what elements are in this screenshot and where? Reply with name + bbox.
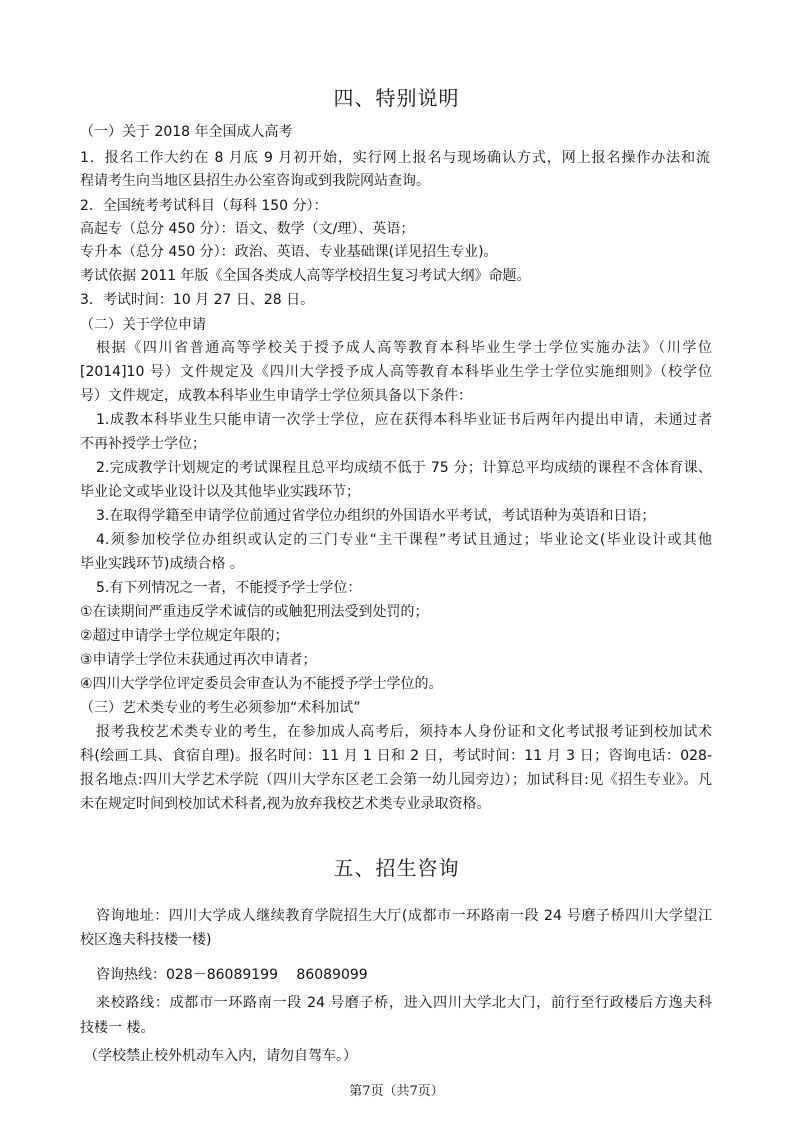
s4-line-25: （三）艺术类专业的考生必须参加“术科加试” xyxy=(80,700,361,716)
s4-line-7: 考试依据 2011 年版《全国各类成人高等学校招生复习考试大纲》命题。 xyxy=(80,268,531,284)
s4-line-6: 专升本（总分 450 分）：政治、英语、专业基础课(详见招生专业)。 xyxy=(80,244,498,260)
s4-line-14: 不再补授学士学位； xyxy=(80,436,206,452)
s4-line-4: 2．全国统考考试科目（每科 150 分）： xyxy=(80,198,328,214)
s4-line-13: 1.成教本科毕业生只能申请一次学士学位，应在获得本科毕业证书后两年内提出申请，未通过者 xyxy=(96,412,712,428)
s4-line-11: [2014]10 号）文件规定及《四川大学授予成人高等教育本科毕业生学士学位实施细则》（校学位 xyxy=(80,364,712,380)
s4-line-1: （一）关于 2018 年全国成人高考 xyxy=(80,124,293,140)
s4-line-16: 毕业论文或毕业设计以及其他毕业实践环节； xyxy=(80,484,360,500)
s4-line-9: （二）关于学位申请 xyxy=(80,317,206,333)
s4-line-12: 号）文件规定，成教本科毕业生申请学士学位须具备以下条件： xyxy=(80,388,472,404)
s5-line-2: 校区逸夫科技楼一楼) xyxy=(80,932,212,948)
s4-line-22: ②超过申请学士学位规定年限的； xyxy=(80,628,289,644)
s4-line-8: 3．考试时间：10 月 27 日、28 日。 xyxy=(80,292,315,308)
s4-line-26: 报考我校艺术类专业的考生，在参加成人高考后，须持本人身份证和文化考试报考证到校加试术 xyxy=(96,724,712,740)
s5-line-4: 来校路线：成都市一环路南一段 24 号磨子桥，进入四川大学北大门，前行至行政楼后方逸夫科 xyxy=(96,995,712,1011)
page-footer: 第7页（共7页） xyxy=(349,1084,444,1099)
s4-line-3: 程请考生向当地区县招生办公室咨询或到我院网站查询。 xyxy=(80,173,430,189)
section-4-title: 四、特别说明 xyxy=(333,86,460,110)
s4-line-24: ④四川大学学位评定委员会审查认为不能授予学士学位的。 xyxy=(80,676,443,692)
s5-line-6: （学校禁止校外机动车入内，请勿自驾车。） xyxy=(84,1048,357,1064)
s5-line-1: 咨询地址：四川大学成人继续教育学院招生大厅(成都市一环路南一段 24 号磨子桥四川大学望江 xyxy=(96,908,712,924)
s4-line-10: 根据《四川省普通高等学校关于授予成人高等教育本科毕业生学士学位实施办法》（川学位 xyxy=(96,340,712,356)
s4-line-20: 5.有下列情况之一者，不能授予学士学位： xyxy=(96,580,362,596)
section-5-title: 五、招生咨询 xyxy=(333,856,460,880)
s4-line-23: ③申请学士学位未获通过再次申请者； xyxy=(80,652,317,668)
s4-line-18: 4.须参加校学位办组织或认定的三门专业“主干课程”考试且通过；毕业论文(毕业设计或其他 xyxy=(96,532,712,548)
s4-line-21: ①在读期间严重违反学术诚信的或触犯刑法受到处罚的； xyxy=(80,604,429,620)
s5-line-5: 技楼一 楼。 xyxy=(80,1020,155,1036)
s5-line-3: 咨询热线：028－86089199 86089099 xyxy=(96,967,368,983)
s4-line-2: 1．报名工作大约在 8 月底 9 月初开始，实行网上报名与现场确认方式，网上报名操作办法和流 xyxy=(80,150,710,166)
s4-line-27: 科(绘画工具、食宿自理)。报名时间：11 月 1 日和 2 日，考试时间：11 月 3 日；咨询电话：028- xyxy=(80,748,712,764)
s4-line-28: 报名地点:四川大学艺术学院（四川大学东区老工会第一幼儿园旁边）；加试科目:见《招生专业》。凡 xyxy=(80,772,712,788)
s4-line-17: 3.在取得学籍至申请学位前通过省学位办组织的外国语水平考试，考试语种为英语和日语； xyxy=(96,508,656,524)
s4-line-29: 未在规定时间到校加试术科者,视为放弃我校艺术类专业录取资格。 xyxy=(80,796,491,812)
s4-line-15: 2.完成教学计划规定的考试课程且总平均成绩不低于 75 分；计算总平均成绩的课程不含体育课、 xyxy=(96,460,712,476)
s4-line-5: 高起专（总分 450 分）：语文、数学（文/理）、英语； xyxy=(80,221,415,237)
s4-line-19: 毕业实践环节)成绩合格 。 xyxy=(80,556,244,572)
